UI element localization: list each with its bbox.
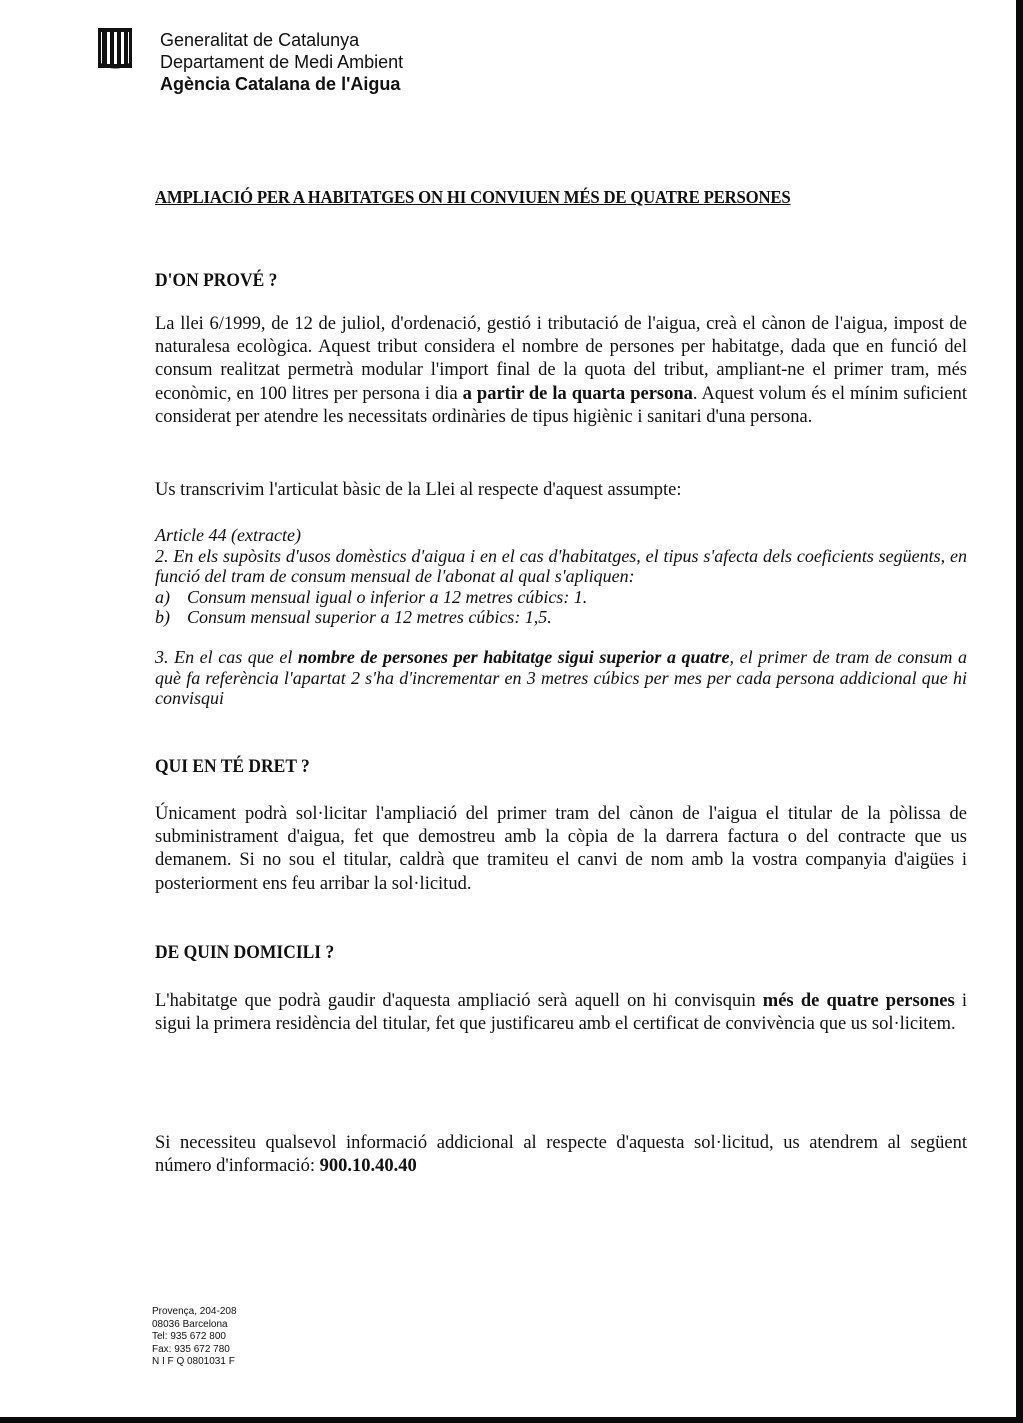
paragraph-origin <box>155 313 967 429</box>
paragraph-transcription-intro: Us transcrivim l'articulat bàsic de la Llei al respecte d'aquest assumpte: <box>155 480 682 500</box>
scan-right-edge <box>1016 0 1023 1423</box>
article-paragraph-3-emphasis: nombre de persones per habitatge sigui superior a quatre <box>297 647 730 667</box>
paragraph-eligibility: Únicament podrà sol·licitar l'ampliació del primer tram del cànon de l'aigua el titular de la pòlissa de subministrament d'aigua, fet que demostreu amb la còpia de la darrera factura o del contracte que us demanem. Si no sou el titular, caldrà que tramiteu el canvi de nom amb la vostra companyia d'aigües i posteriorment ens feu arribar la sol·licitud. <box>155 804 967 894</box>
paragraph-contact-text: Si necessiteu qualsevol informació addicional al respecte d'aquesta sol·licitud, us atendrem al següent número d'informació: <box>155 1133 967 1177</box>
article-item-b <box>155 607 967 628</box>
paragraph-origin-text-end: . Aquest volum és el mínim suficient considerat per atendre les necessitats ordinàries de tipus higiènic i sanitari d'una persona. <box>155 383 967 427</box>
section-heading-domicile: DE QUIN DOMICILI ? <box>155 942 335 963</box>
footer-nif: N I F Q 0801031 F <box>152 1356 235 1368</box>
scan-bottom-edge <box>0 1417 1023 1423</box>
footer-address-block <box>152 1306 237 1369</box>
paragraph-origin-emphasis: a partir de la quarta persona <box>462 383 693 404</box>
paragraph-domicile <box>155 990 967 1036</box>
section-heading-origin: D'ON PROVÉ ? <box>155 270 278 291</box>
article-item-b-text: Consum mensual superior a 12 metres cúbics: 1,5. <box>187 607 552 627</box>
footer-address: Provença, 204-208 <box>152 1306 237 1317</box>
footer-fax: Fax: 935 672 780 <box>152 1343 230 1355</box>
paragraph-domicile-text-end: i sigui la primera residència del titular, fet que justificareu amb el certificat de convivència que us sol·licitem. <box>155 991 967 1035</box>
letterhead-agency: Agència Catalana de l'Aigua <box>160 74 401 94</box>
paragraph-contact <box>155 1132 967 1178</box>
article-paragraph-3-text-end: , el primer de tram de consum a què fa referència l'apartat 2 s'ha d'incrementar en 3 metres cúbics per mes per cada persona addicional que hi convisqui <box>155 647 968 708</box>
letterhead-department: Departament de Medi Ambient <box>160 52 404 72</box>
document-title: AMPLIACIÓ PER A HABITATGES ON HI CONVIUEN MÉS DE QUATRE PERSONES <box>155 187 791 207</box>
article-paragraph-2: 2. En els supòsits d'usos domèstics d'aigua i en el cas d'habitatges, el tipus s'afecta dels coeficients següents, en funció del tram de consum mensual de l'abonat al qual s'apliquen: <box>155 545 967 586</box>
catalan-coat-of-arms-icon <box>97 27 133 69</box>
article-item-a <box>155 587 967 608</box>
article-item-b-marker: b) <box>155 607 170 627</box>
footer-city: 08036 Barcelona <box>152 1318 228 1330</box>
article-extract <box>155 525 967 628</box>
letterhead-government: Generalitat de Catalunya <box>160 30 360 50</box>
paragraph-domicile-text: L'habitatge que podrà gaudir d'aquesta ampliació serà aquell on hi convisquin <box>155 991 763 1011</box>
article-paragraph-3 <box>155 647 967 709</box>
section-heading-eligibility: QUI EN TÉ DRET ? <box>155 756 310 777</box>
article-title: Article 44 (extracte) <box>155 525 301 545</box>
footer-tel: Tel: 935 672 800 <box>152 1331 226 1343</box>
letterhead <box>160 29 403 95</box>
article-paragraph-3-text: 3. En el cas que el <box>155 647 298 667</box>
paragraph-domicile-emphasis: més de quatre persones <box>762 991 955 1011</box>
paragraph-origin-text: La llei 6/1999, de 12 de juliol, d'ordenació, gestió i tributació de l'aigua, creà el cànon de l'aigua, impost de naturalesa ecològica. Aquest tribut considera el nombre de persones per habitatge, dada que en funció del consum realitzat permetrà modular l'import final de la quota del tribut, ampliant-ne el primer tram, més econòmic, en 100 litres per persona i dia <box>155 314 967 404</box>
info-phone-number: 900.10.40.40 <box>319 1156 417 1177</box>
article-item-a-marker: a) <box>155 586 170 607</box>
article-item-a-text: Consum mensual igual o inferior a 12 metres cúbics: 1. <box>187 586 588 607</box>
